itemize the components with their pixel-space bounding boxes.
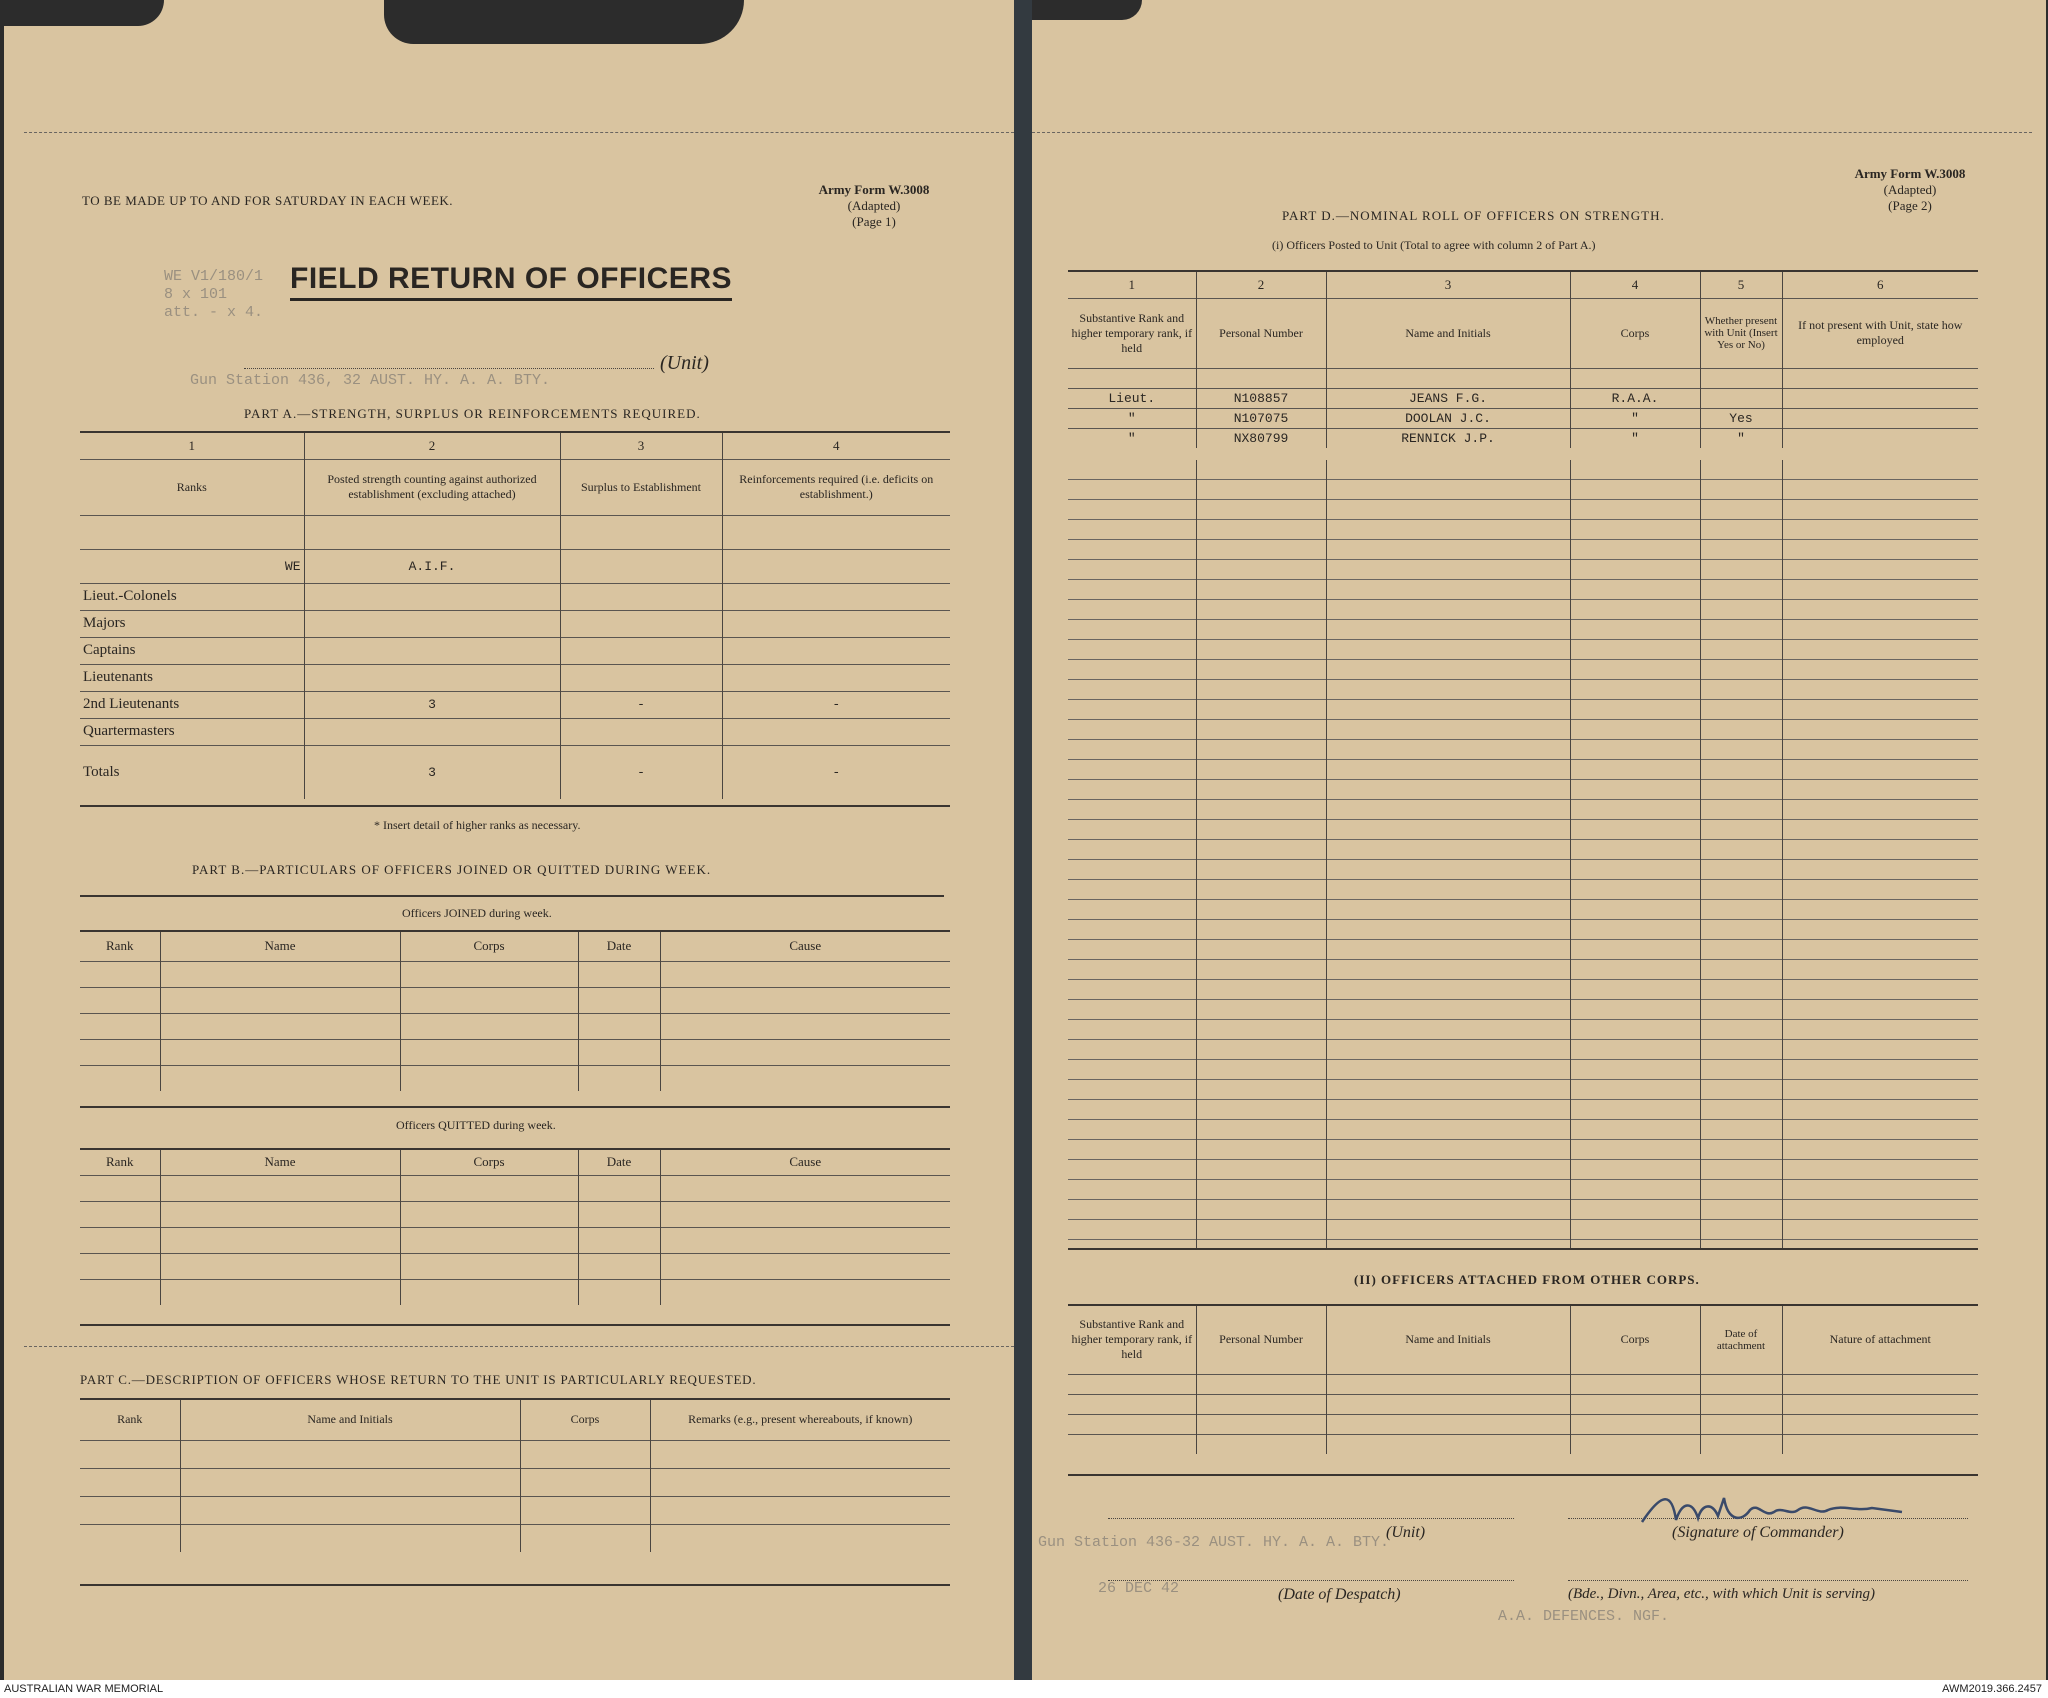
- col-header: Corps: [520, 1400, 650, 1440]
- torn-edge: [4, 0, 164, 26]
- part-d-heading: PART D.—NOMINAL ROLL OF OFFICERS ON STRENGTH.: [1282, 208, 1665, 223]
- col-header: Substantive Rank and higher temporary rank, if held: [1068, 298, 1196, 368]
- col-header: Remarks (e.g., present whereabouts, if known): [650, 1400, 950, 1440]
- date-typed: 26 DEC 42: [1098, 1580, 1180, 1597]
- table-row: [1068, 1374, 1978, 1394]
- table-row: [1068, 428, 1978, 448]
- cell: Yes: [1700, 408, 1782, 428]
- typed-reference: WE V1/180/1 8 x 101 att. - x 4.: [164, 268, 264, 321]
- nominal-roll-table: [1068, 272, 1978, 448]
- torn-edge: [1032, 0, 1142, 20]
- binder-spine: [1014, 0, 1032, 1680]
- archive-reference: AWM2019.366.2457: [1942, 1683, 2042, 1695]
- attached-heading: (II) OFFICERS ATTACHED FROM OTHER CORPS.: [1354, 1272, 1700, 1287]
- cell: -: [722, 691, 950, 718]
- col-number: 4: [722, 433, 950, 459]
- area-typed: A.A. DEFENCES. NGF.: [1498, 1608, 1670, 1625]
- part-b-heading: PART B.—PARTICULARS OF OFFICERS JOINED OR QUITTED DURING WEEK.: [192, 862, 712, 877]
- totals-row: [80, 745, 950, 799]
- totals-label: Totals: [80, 745, 304, 799]
- cell: A.I.F.: [304, 549, 560, 583]
- cell: -: [560, 745, 722, 799]
- col-header: Whether present with Unit (Insert Yes or No): [1700, 298, 1782, 368]
- table-row: [80, 987, 950, 1013]
- col-header: Cause: [660, 931, 950, 961]
- table-row: [1068, 368, 1978, 388]
- rule: [80, 1584, 950, 1586]
- rank-label: Captains: [80, 637, 304, 664]
- army-form-label: Army Form W.3008 (Adapted) (Page 2): [1854, 166, 1966, 213]
- cell: [1700, 388, 1782, 408]
- table-row: [80, 549, 950, 583]
- table-row: [80, 515, 950, 549]
- cell: N108857: [1196, 388, 1326, 408]
- col-number: 5: [1700, 272, 1782, 298]
- left-page: [4, 0, 1014, 1680]
- col-header: Name and Initials: [1326, 1306, 1570, 1374]
- table-row: [80, 1279, 950, 1305]
- col-header: Corps: [400, 931, 578, 961]
- col-number: 1: [188, 437, 195, 453]
- part-d-subheading: (i) Officers Posted to Unit (Total to agree with column 2 of Part A.): [1272, 238, 1596, 252]
- unit-label: (Unit): [1386, 1524, 1426, 1541]
- col-number: 2: [1196, 272, 1326, 298]
- fold-line: [24, 132, 1014, 133]
- table-row: [1068, 1414, 1978, 1434]
- rule: [80, 805, 950, 807]
- table-row: [80, 610, 950, 637]
- col-header: Name and Initials: [180, 1400, 520, 1440]
- rule: [80, 1106, 950, 1108]
- col-header: If not present with Unit, state how employed: [1782, 298, 1978, 368]
- table-row: [80, 1201, 950, 1227]
- torn-edge: [384, 0, 744, 44]
- cell: ": [1570, 428, 1700, 448]
- col-number-row: [1068, 272, 1978, 298]
- table-row: [80, 1253, 950, 1279]
- footnote: * Insert detail of higher ranks as necessary.: [374, 818, 581, 832]
- table-row: [80, 1524, 950, 1552]
- col-header: Rank: [117, 1412, 143, 1427]
- header-row: [1068, 298, 1978, 368]
- table-row: [1068, 1434, 1978, 1454]
- table-row: [1068, 408, 1978, 428]
- col-number: 6: [1782, 272, 1978, 298]
- archive-footer: [0, 1680, 2048, 1698]
- col-header: Corps: [400, 1149, 578, 1175]
- area-label: (Bde., Divn., Area, etc., with which Unit is serving): [1568, 1586, 1876, 1602]
- cell: ": [1700, 428, 1782, 448]
- cell: -: [722, 745, 950, 799]
- table-row: [80, 637, 950, 664]
- col-header: Personal Number: [1196, 1306, 1326, 1374]
- table-row: [1068, 388, 1978, 408]
- unit-typed: Gun Station 436, 32 AUST. HY. A. A. BTY.: [190, 372, 551, 389]
- col-number-row: [80, 433, 950, 459]
- area-line: [1568, 1580, 1968, 1581]
- fold-line: [1032, 132, 2032, 133]
- rank-label: Lieut.-Colonels: [80, 583, 304, 610]
- col-header: Name: [160, 1149, 400, 1175]
- cell: DOOLAN J.C.: [1326, 408, 1570, 428]
- cell: ": [1068, 428, 1196, 448]
- col-header: Date: [578, 931, 660, 961]
- col-header: Rank: [80, 1149, 160, 1175]
- rank-label: Quartermasters: [80, 718, 304, 745]
- cell: 3: [304, 745, 560, 799]
- col-header: Surplus to Establishment: [560, 459, 722, 515]
- col-number: 4: [1570, 272, 1700, 298]
- unit-line: [1108, 1518, 1514, 1519]
- col-header: Substantive Rank and higher temporary rank, if held: [1071, 1317, 1193, 1362]
- header-row: [80, 1400, 950, 1440]
- quitted-title: Officers QUITTED during week.: [396, 1118, 556, 1132]
- col-header: Corps: [1570, 298, 1700, 368]
- col-header: Corps: [1570, 1306, 1700, 1374]
- table-row: [80, 1440, 950, 1468]
- archive-name: AUSTRALIAN WAR MEMORIAL: [4, 1683, 164, 1695]
- cell: WE: [80, 549, 304, 583]
- part-c-heading: PART C.—DESCRIPTION OF OFFICERS WHOSE RETURN TO THE UNIT IS PARTICULARLY REQUESTED.: [80, 1372, 757, 1387]
- unit-typed: Gun Station 436-32 AUST. HY. A. A. BTY.: [1038, 1534, 1390, 1551]
- col-number: 3: [1326, 272, 1570, 298]
- part-a-heading: PART A.—STRENGTH, SURPLUS OR REINFORCEMENTS REQUIRED.: [244, 406, 701, 421]
- cell: -: [560, 691, 722, 718]
- cell: R.A.A.: [1570, 388, 1700, 408]
- rule: [80, 1324, 950, 1326]
- right-page: [1032, 0, 2046, 1680]
- date-line: [1108, 1580, 1514, 1581]
- col-number: 3: [560, 433, 722, 459]
- table-row: [80, 1468, 950, 1496]
- page-title: FIELD RETURN OF OFFICERS: [290, 262, 732, 301]
- date-label: (Date of Despatch): [1278, 1586, 1401, 1603]
- signature-label: (Signature of Commander): [1672, 1524, 1844, 1541]
- instruction-text: TO BE MADE UP TO AND FOR SATURDAY IN EACH WEEK.: [82, 193, 454, 208]
- rule: [1068, 1248, 1978, 1250]
- col-header: Cause: [660, 1149, 950, 1175]
- joined-table: [80, 930, 950, 1091]
- table-row: [80, 718, 950, 745]
- cell: 3: [304, 691, 560, 718]
- rule: [80, 895, 944, 897]
- table-row: [80, 1065, 950, 1091]
- table-row: [80, 1013, 950, 1039]
- rule: [1068, 1474, 1978, 1476]
- cell: JEANS F.G.: [1326, 388, 1570, 408]
- table-row: [80, 1496, 950, 1524]
- table-row: [80, 1175, 950, 1201]
- army-form-label: Army Form W.3008 (Adapted) (Page 1): [818, 182, 930, 229]
- col-header: Name: [160, 931, 400, 961]
- cell: RENNICK J.P.: [1326, 428, 1570, 448]
- unit-line: [244, 368, 654, 369]
- rank-label: Majors: [80, 610, 304, 637]
- quitted-table: [80, 1148, 950, 1305]
- part-c-table: [80, 1400, 950, 1552]
- rank-label: 2nd Lieutenants: [80, 691, 304, 718]
- table-row: [80, 664, 950, 691]
- fold-line: [24, 1346, 1014, 1347]
- header-row: [80, 1149, 950, 1175]
- attached-table: [1068, 1306, 1978, 1454]
- rank-label: Lieutenants: [80, 664, 304, 691]
- joined-title: Officers JOINED during week.: [402, 906, 552, 920]
- cell: N107075: [1196, 408, 1326, 428]
- cell: ": [1068, 408, 1196, 428]
- table-row: [80, 583, 950, 610]
- col-header: Ranks: [80, 459, 304, 515]
- cell: Lieut.: [1068, 388, 1196, 408]
- col-header: Date of attachment: [1700, 1306, 1782, 1374]
- col-header: Posted strength counting against authorized establishment (excluding attached): [304, 459, 560, 515]
- table-row: [80, 961, 950, 987]
- col-header: Nature of attachment: [1782, 1306, 1978, 1374]
- cell: ": [1570, 408, 1700, 428]
- part-a-table: [80, 433, 950, 799]
- col-number: 1: [1128, 276, 1135, 292]
- col-number: 2: [304, 433, 560, 459]
- header-row: [80, 459, 950, 515]
- table-row: [1068, 1394, 1978, 1414]
- col-header: Date: [578, 1149, 660, 1175]
- table-row: [80, 1227, 950, 1253]
- cell: NX80799: [1196, 428, 1326, 448]
- header-row: [80, 931, 950, 961]
- col-header: Rank: [80, 931, 160, 961]
- table-row: [80, 1039, 950, 1065]
- blank-ruled-rows: [1068, 460, 1978, 1248]
- col-header: Name and Initials: [1326, 298, 1570, 368]
- col-header: Reinforcements required (i.e. deficits on establishment.): [722, 459, 950, 515]
- col-header: Personal Number: [1196, 298, 1326, 368]
- table-row: [80, 691, 950, 718]
- header-row: [1068, 1306, 1978, 1374]
- unit-label: (Unit): [660, 352, 709, 374]
